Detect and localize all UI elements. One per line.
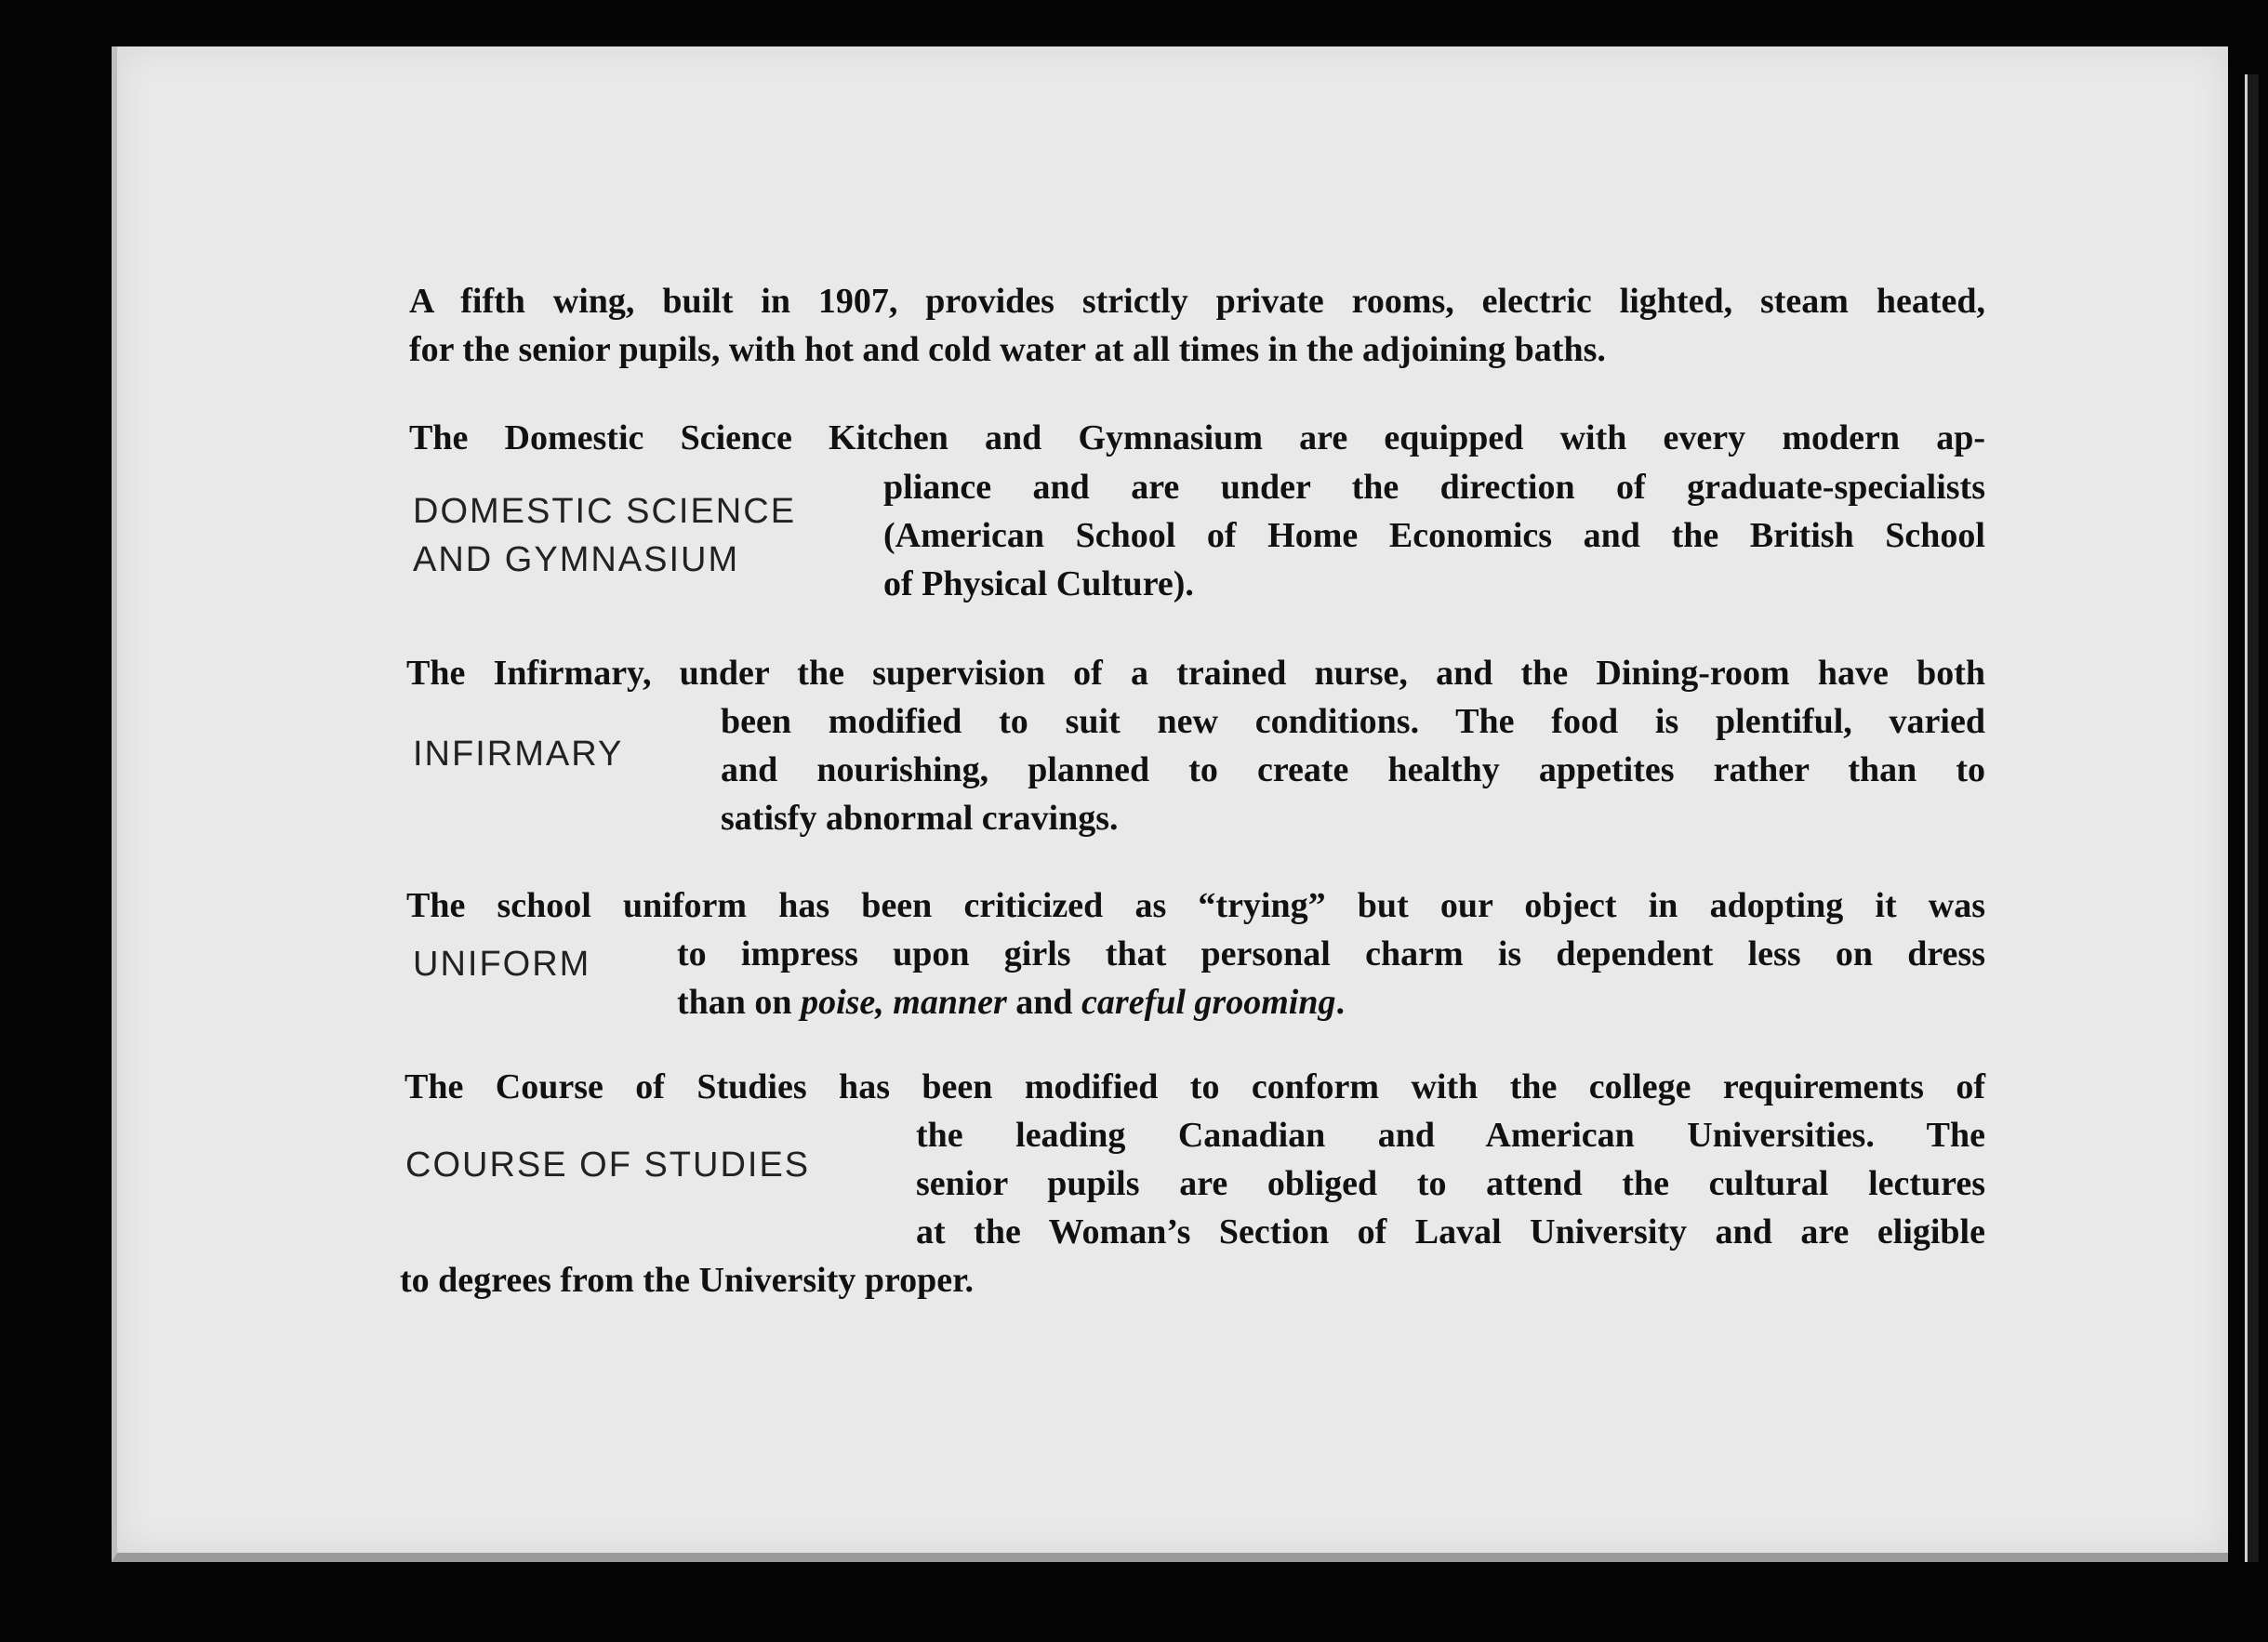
- domestic-paragraph-line-3: (American School of Home Economics and the British School: [883, 516, 1985, 555]
- uniform-paragraph-line-2: to impress upon girls that personal charm is dependent less on dress: [677, 934, 1985, 973]
- infirmary-label: INFIRMARY: [413, 735, 624, 774]
- course-paragraph-line-5: to degrees from the University proper.: [400, 1261, 975, 1300]
- domestic-science-label-line-1: DOMESTIC SCIENCE: [413, 492, 797, 531]
- uniform-paragraph-line-3: [677, 978, 1345, 1026]
- course-paragraph-line-4: at the Woman’s Section of Laval University and are eligible: [916, 1212, 1985, 1251]
- infirmary-paragraph-line-3: and nourishing, planned to create healthy appetites rather than to: [721, 750, 1985, 789]
- domestic-paragraph-line-1: The Domestic Science Kitchen and Gymnasium are equipped with every modern ap-: [409, 418, 1985, 457]
- uniform-line-3-text-b: and: [1006, 983, 1082, 1022]
- domestic-paragraph-line-2: pliance and are under the direction of graduate-specialists: [883, 468, 1985, 507]
- course-paragraph-line-1: The Course of Studies has been modified to conform with the college requirements of: [405, 1067, 1985, 1106]
- uniform-paragraph-line-1: The school uniform has been criticized as “trying” but our object in adopting it was: [406, 886, 1985, 925]
- scanned-page: [112, 46, 2228, 1562]
- uniform-label: UNIFORM: [413, 945, 591, 984]
- facing-page-edge: [2245, 74, 2259, 1562]
- uniform-emphasis-careful-grooming: careful grooming: [1081, 983, 1336, 1022]
- uniform-emphasis-poise-manner: poise, manner: [801, 983, 1007, 1022]
- domestic-science-label-line-2: AND GYMNASIUM: [413, 540, 740, 579]
- infirmary-paragraph-line-1: The Infirmary, under the supervision of a trained nurse, and the Dining-room have both: [406, 654, 1985, 693]
- course-paragraph-line-3: senior pupils are obliged to attend the cultural lectures: [916, 1164, 1985, 1203]
- course-of-studies-label: COURSE OF STUDIES: [405, 1145, 811, 1185]
- wing-paragraph-line-1: A fifth wing, built in 1907, provides strictly private rooms, electric lighted, steam heated,: [409, 282, 1985, 321]
- infirmary-paragraph-line-2: been modified to suit new conditions. The food is plentiful, varied: [721, 702, 1985, 741]
- uniform-line-3-text-c: .: [1335, 983, 1345, 1022]
- course-paragraph-line-2: the leading Canadian and American Universities. The: [916, 1116, 1985, 1155]
- domestic-paragraph-line-4: of Physical Culture).: [883, 564, 1194, 603]
- uniform-line-3-text-a: than on: [677, 983, 802, 1022]
- infirmary-paragraph-line-4: satisfy abnormal cravings.: [721, 799, 1119, 838]
- wing-paragraph-line-2: for the senior pupils, with hot and cold water at all times in the adjoining baths.: [409, 330, 1606, 369]
